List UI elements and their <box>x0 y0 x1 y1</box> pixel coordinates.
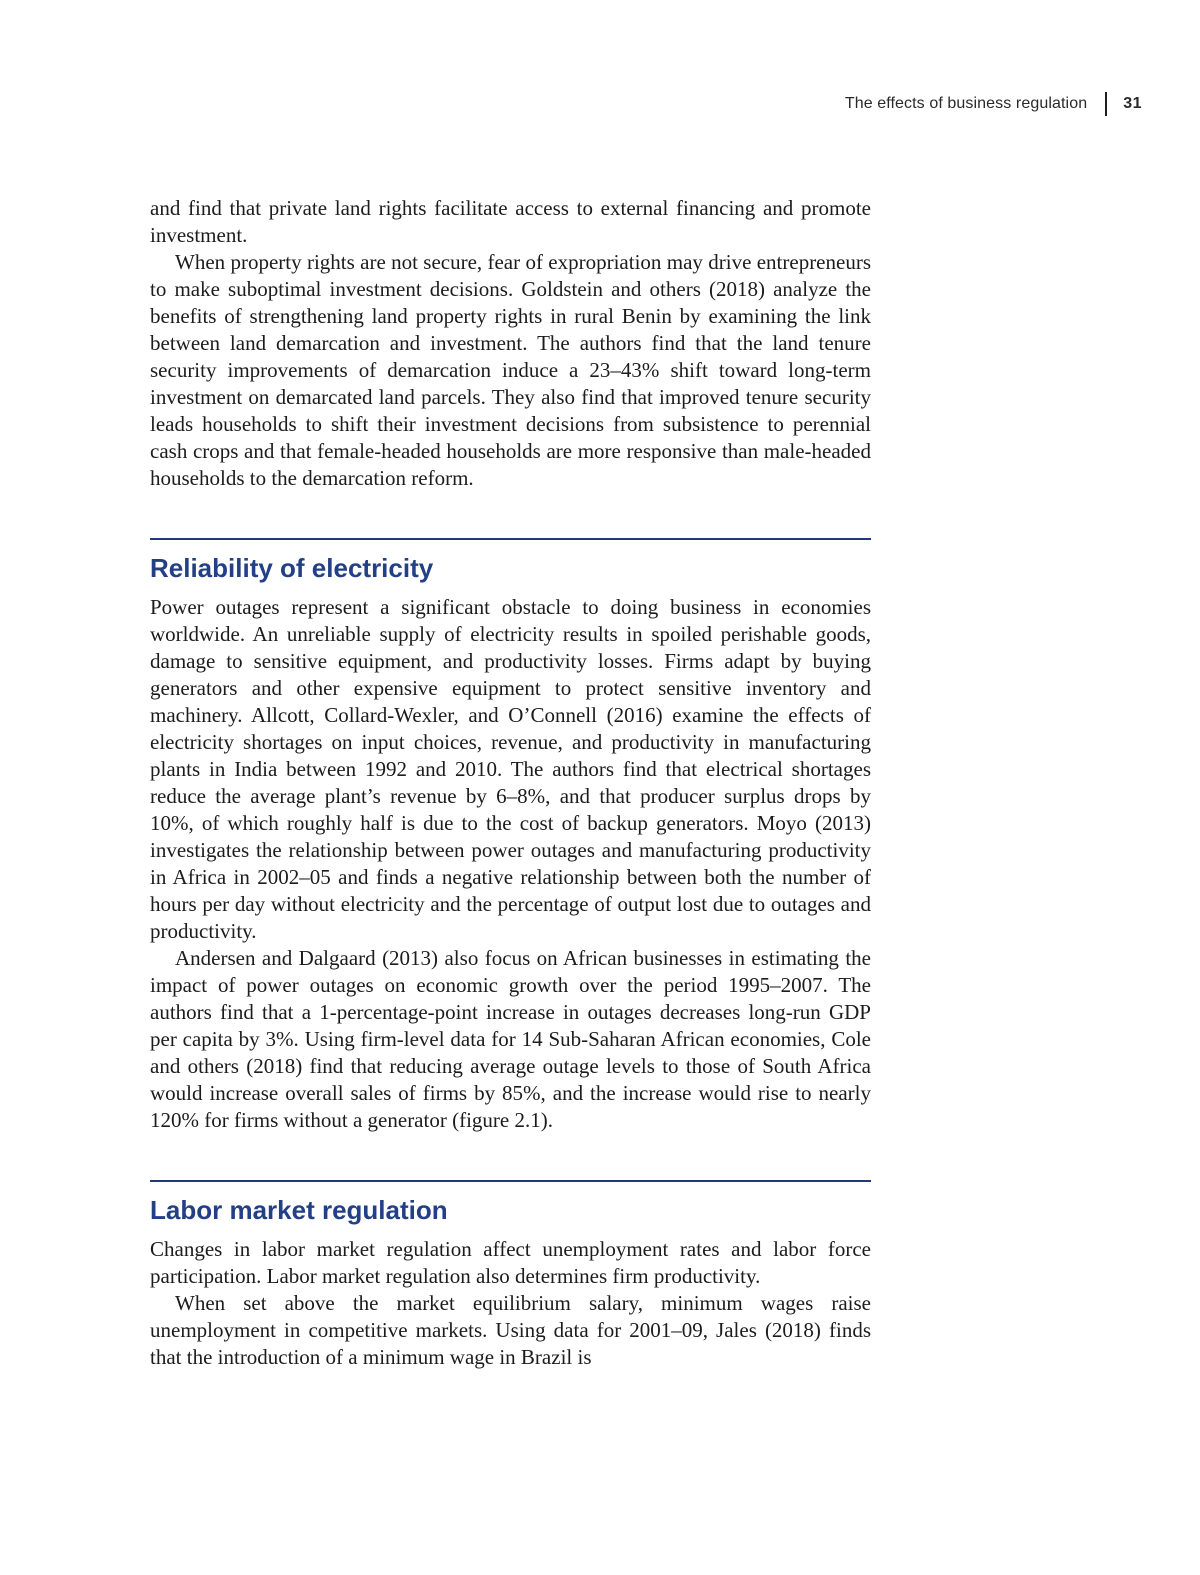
page-number: 31 <box>1123 95 1142 112</box>
intro-paragraph-1: and find that private land rights facilitate access to external financing and promote investment. <box>150 196 871 247</box>
running-header <box>845 92 1142 116</box>
header-divider <box>1105 92 1107 116</box>
section-heading: Labor market regulation <box>150 1195 448 1225</box>
running-header-title: The effects of business regulation <box>844 95 1088 112</box>
intro-paragraph-2: When property rights are not secure, fear of expropriation may drive entrepreneurs to make suboptimal investment decisions. Goldstein and others (2018) analyze the benefits of strengthening land property rights in rural Benin by examining the link between land demarcation and investment. The authors find that the land tenure security improvements of demarcation induce a 23–43% shift toward long-term investment on demarcated land parcels. They also find that improved tenure security leads households to shift their investment decisions from subsistence to perennial cash crops and that female-headed households are more responsive than male-headed households to the demarcation reform. <box>150 250 871 490</box>
page-body <box>150 195 871 1371</box>
intro-block <box>150 195 871 492</box>
body-paragraph: When set above the market equilibrium salary, minimum wages raise unemployment in competitive markets. Using data for 2001–09, Jales (2018) finds that the introduction of a minimum wage in Brazil is <box>150 1291 871 1369</box>
body-paragraph: Changes in labor market regulation affect unemployment rates and labor force participation. Labor market regulation also determines firm productivity. <box>150 1237 871 1288</box>
body-paragraph: Power outages represent a significant obstacle to doing business in economies worldwide. An unreliable supply of electricity results in spoiled perishable goods, damage to sensitive equipment, and productivity losses. Firms adapt by buying generators and other expensive equipment to protect sensitive inventory and machinery. Allcott, Collard-Wexler, and O’Connell (2016) examine the effects of electricity shortages on input choices, revenue, and productivity in manufacturing plants in India between 1992 and 2010. The authors find that electrical shortages reduce the average plant’s revenue by 6–8%, and that producer surplus drops by 10%, of which roughly half is due to the cost of backup generators. Moyo (2013) investigates the relationship between power outages and manufacturing productivity in Africa in 2002–05 and finds a negative relationship between both the number of hours per day without electricity and the percentage of output lost due to outages and productivity. <box>150 595 871 943</box>
body-paragraph: Andersen and Dalgaard (2013) also focus on African businesses in estimating the impact of power outages on economic growth over the period 1995–2007. The authors find that a 1-percentage-point increase in outages decreases long-run GDP per capita by 3%. Using firm-level data for 14 Sub-Saharan African economies, Cole and others (2018) find that reducing average outage levels to those of South Africa would increase overall sales of firms by 85%, and the increase would rise to nearly 120% for firms without a generator (figure 2.1). <box>150 946 871 1132</box>
section-labor-market-regulation <box>150 1180 871 1371</box>
section-heading: Reliability of electricity <box>150 553 434 583</box>
section-reliability-of-electricity <box>150 538 871 1134</box>
